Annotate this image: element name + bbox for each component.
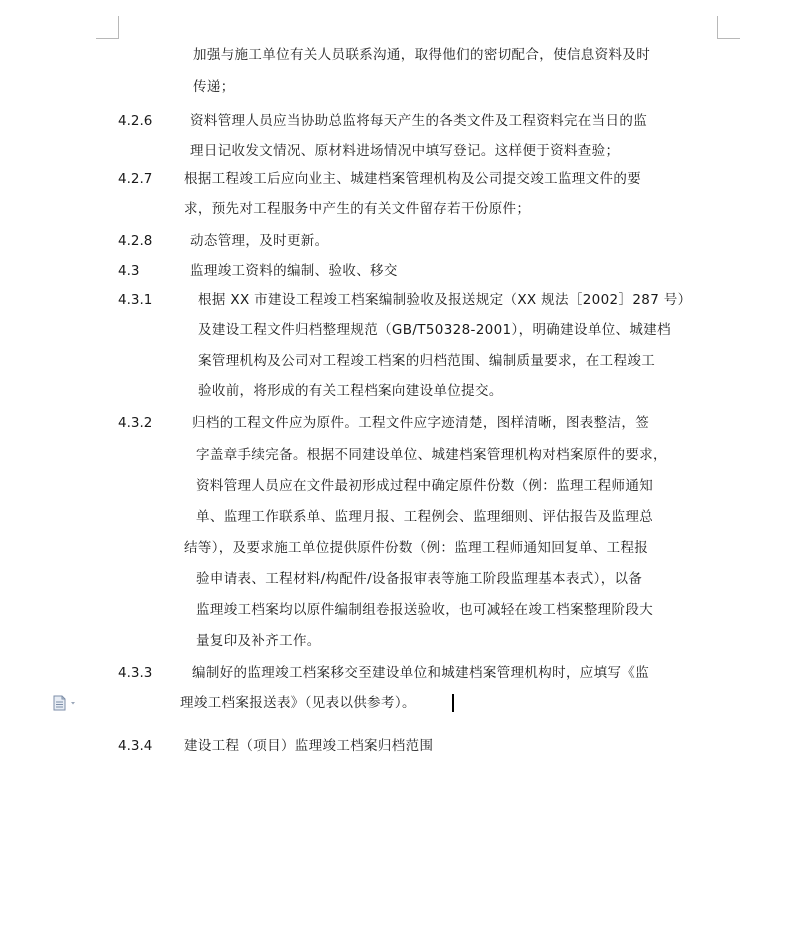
section-heading[interactable]: 监理竣工资料的编制、验收、移交: [190, 263, 398, 279]
paragraph-line[interactable]: 归档的工程文件应为原件。工程文件应字迹清楚，图样清晰，图表整洁，签: [192, 415, 650, 431]
paragraph-number: 4.3.2: [118, 415, 153, 431]
paragraph-line[interactable]: 建设工程（项目）监理竣工档案归档范围: [184, 738, 434, 754]
paragraph-line[interactable]: 字盖章手续完备。根据不同建设单位、城建档案管理机构对档案原件的要求，: [196, 447, 667, 463]
paragraph-line[interactable]: 结等），及要求施工单位提供原件份数（例：监理工程师通知回复单、工程报: [184, 540, 649, 556]
paragraph-line[interactable]: 验申请表、工程材料/构配件/设备报审表等施工阶段监理基本表式），以备: [196, 571, 643, 587]
paragraph-line[interactable]: 监理竣工档案均以原件编制组卷报送验收，也可减轻在竣工档案整理阶段大: [196, 602, 654, 618]
section-number: 4.3: [118, 263, 140, 279]
paragraph-line[interactable]: 验收前，将形成的有关工程档案向建设单位提交。: [198, 383, 503, 399]
paragraph-line[interactable]: 根据工程竣工后应向业主、城建档案管理机构及公司提交竣工监理文件的要: [184, 171, 642, 187]
paragraph-line[interactable]: 理日记收发文情况、原材料进场情况中填写登记。这样便于资料查验；: [190, 143, 620, 159]
paragraph-line[interactable]: 单、监理工作联系单、监理月报、工程例会、监理细则、评估报告及监理总: [196, 509, 654, 525]
paragraph-number: 4.3.1: [118, 292, 153, 308]
paragraph-line[interactable]: 理竣工档案报送表》（见表以供参考）。: [180, 695, 416, 711]
paragraph-number: 4.2.6: [118, 113, 153, 129]
paragraph-number: 4.3.3: [118, 665, 153, 681]
paragraph-number: 4.2.7: [118, 171, 153, 187]
paragraph-line[interactable]: 及建设工程文件归档整理规范（GB/T50328-2001），明确建设单位、城建档: [198, 322, 671, 338]
paragraph-line[interactable]: 资料管理人员应当协助总监将每天产生的各类文件及工程资料完在当日的监: [190, 113, 648, 129]
paragraph-number: 4.3.4: [118, 738, 153, 754]
paragraph-line[interactable]: 案管理机构及公司对工程竣工档案的归档范围、编制质量要求，在工程竣工: [198, 353, 656, 369]
paragraph-number: 4.2.8: [118, 233, 153, 249]
paragraph-line[interactable]: 求，预先对工程服务中产生的有关文件留存若干份原件；: [184, 201, 531, 217]
paragraph-line[interactable]: 加强与施工单位有关人员联系沟通，取得他们的密切配合，使信息资料及时: [193, 47, 651, 63]
paragraph-options-icon[interactable]: [52, 695, 78, 711]
paragraph-line[interactable]: 根据 XX 市建设工程竣工档案编制验收及报送规定（XX 规法［2002］287 号）: [198, 292, 692, 308]
paragraph-line[interactable]: 编制好的监理竣工档案移交至建设单位和城建档案管理机构时，应填写《监: [192, 665, 650, 681]
paragraph-line[interactable]: 量复印及补齐工作。: [196, 633, 321, 649]
paragraph-line[interactable]: 传递；: [193, 79, 235, 95]
page-corner-marker-top-right: [717, 16, 740, 39]
page-corner-marker-top-left: [96, 16, 119, 39]
paragraph-line[interactable]: 动态管理，及时更新。: [190, 233, 329, 249]
text-cursor: [452, 694, 454, 712]
paragraph-line[interactable]: 资料管理人员应在文件最初形成过程中确定原件份数（例：监理工程师通知: [196, 478, 654, 494]
